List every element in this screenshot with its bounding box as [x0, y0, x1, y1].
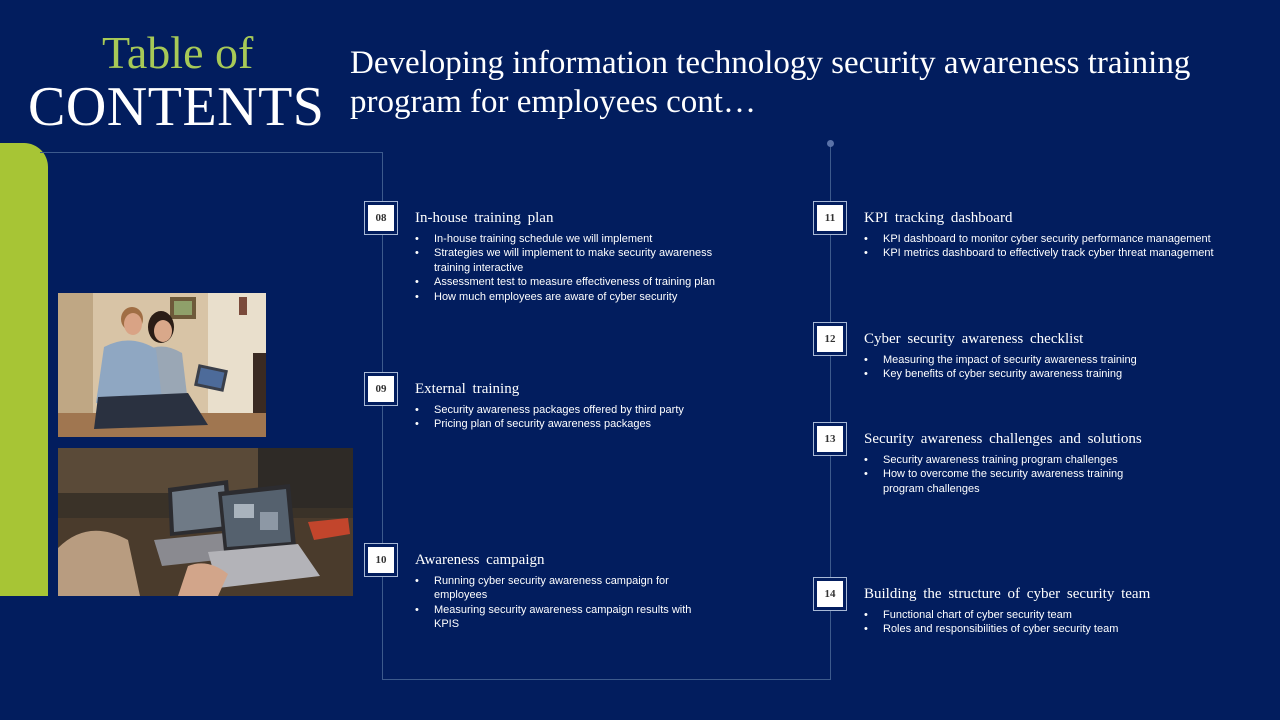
bullet-item: • How much employees are aware of cyber security — [415, 290, 751, 304]
item-title: External training — [415, 381, 520, 397]
bullet-item: • Running cyber security awareness campaign for employees — [415, 574, 707, 603]
item-bullets — [864, 232, 1274, 261]
number-badge — [813, 422, 847, 456]
bullet-item: • KPI dashboard to monitor cyber security performance management — [864, 232, 1274, 246]
item-bullets — [415, 574, 707, 632]
bullet-item: • Security awareness packages offered by third party — [415, 403, 751, 417]
item-bullets — [864, 608, 1274, 637]
number-badge — [364, 201, 398, 235]
item-title: KPI tracking dashboard — [864, 210, 1013, 226]
number-label: 10 — [368, 547, 394, 573]
bullet-item: • Security awareness training program challenges — [864, 453, 1156, 467]
bullet-item: • Pricing plan of security awareness packages — [415, 417, 751, 431]
number-label: 09 — [368, 376, 394, 402]
toc-title-line1: Table of — [102, 27, 254, 78]
number-label: 08 — [368, 205, 394, 231]
item-bullets — [864, 453, 1156, 496]
number-badge — [813, 577, 847, 611]
number-label: 12 — [817, 326, 843, 352]
item-bullets — [415, 403, 751, 432]
timeline-dot — [827, 140, 834, 147]
bullet-item: • Measuring the impact of security awareness training — [864, 353, 1274, 367]
number-label: 13 — [817, 426, 843, 452]
item-title: Security awareness challenges and solutions — [864, 431, 1142, 447]
item-title: In-house training plan — [415, 210, 554, 226]
item-title: Awareness campaign — [415, 552, 545, 568]
photo-couple-laptop — [58, 293, 266, 437]
number-badge — [364, 543, 398, 577]
bullet-item: • Strategies we will implement to make security awareness training interactive — [415, 246, 751, 275]
number-badge — [364, 372, 398, 406]
bullet-item: • KPI metrics dashboard to effectively track cyber threat management — [864, 246, 1274, 260]
number-badge — [813, 322, 847, 356]
item-title: Cyber security awareness checklist — [864, 331, 1084, 347]
item-bullets — [864, 353, 1274, 382]
number-label: 14 — [817, 581, 843, 607]
bullet-item: • In-house training schedule we will implement — [415, 232, 751, 246]
item-title: Building the structure of cyber security team — [864, 586, 1151, 602]
bullet-item: • Functional chart of cyber security team — [864, 608, 1274, 622]
bullet-item: • Roles and responsibilities of cyber security team — [864, 622, 1274, 636]
bullet-item: • How to overcome the security awareness training program challenges — [864, 467, 1156, 496]
page-heading: Developing information technology security awareness training program for employees cont… — [350, 45, 1191, 120]
bullet-item: • Measuring security awareness campaign results with KPIS — [415, 603, 707, 632]
photo-laptops-table — [58, 448, 353, 596]
number-label: 11 — [817, 205, 843, 231]
toc-title-line2: CONTENTS — [28, 76, 325, 138]
frame-bottom-line — [382, 679, 831, 680]
number-badge — [813, 201, 847, 235]
bullet-item: • Assessment test to measure effectiveness of training plan — [415, 275, 751, 289]
item-bullets — [415, 232, 751, 304]
bullet-item: • Key benefits of cyber security awareness training — [864, 367, 1274, 381]
toc-title — [28, 28, 348, 136]
